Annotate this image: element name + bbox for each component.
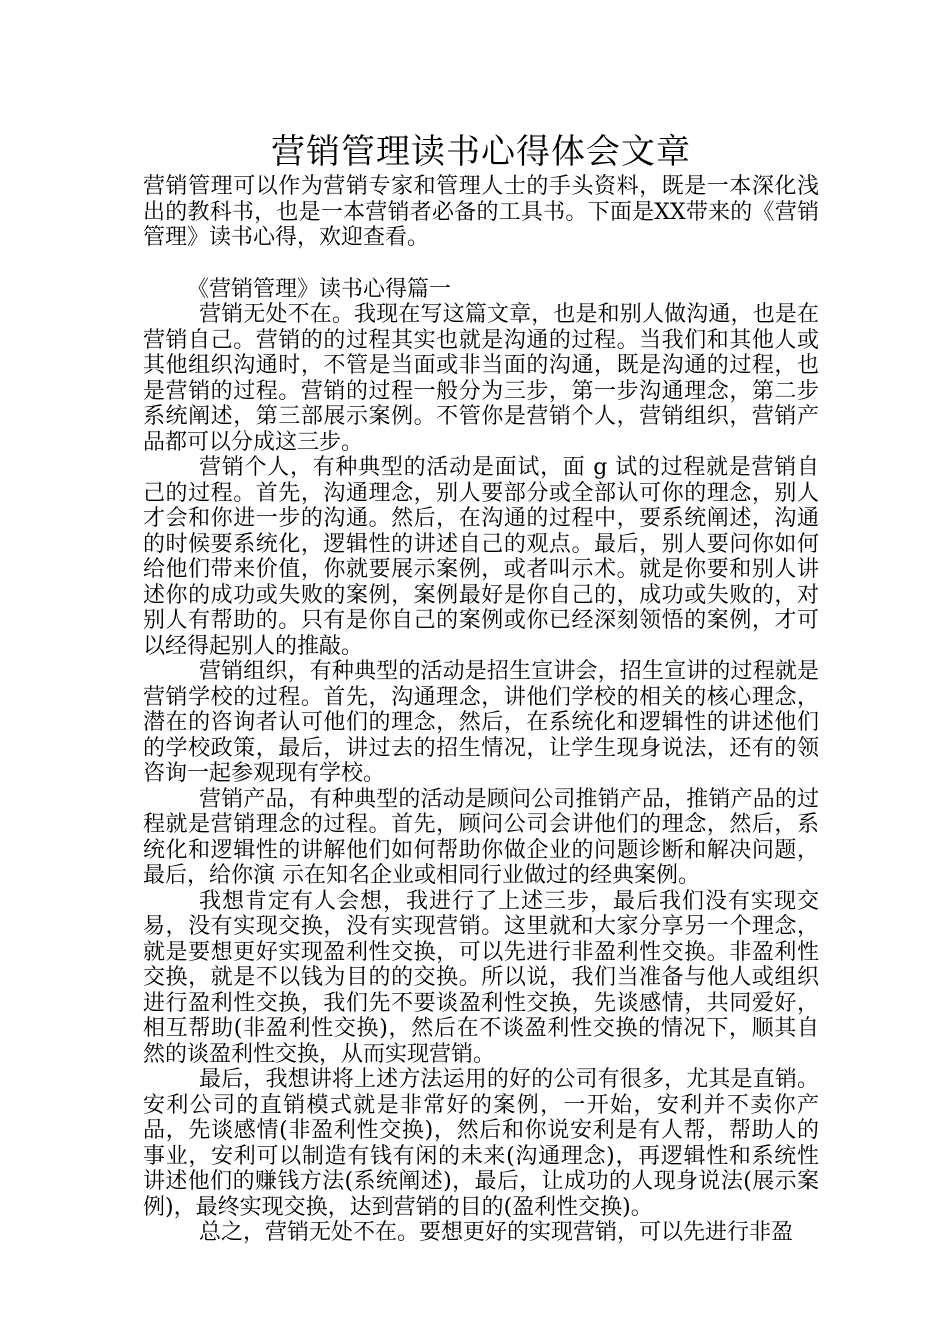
section-heading: 《营销管理》读书心得篇一 bbox=[187, 276, 452, 302]
body-paragraph-4: 营销产品，有种典型的活动是顾问公司推销产品，推销产品的过程就是营销理念的过程。首先，顾问公司会讲他们的理念，然后，系统化和逻辑性的讲解他们如何帮助你做企业的问题诊断和解决问题，最后，给你演 示在知名企业或相同行业做过的经典案例。 bbox=[143, 786, 819, 888]
blank-line bbox=[143, 251, 819, 277]
body-paragraph-7: 总之，营销无处不在。要想更好的实现营销，可以先进行非盈 bbox=[199, 1220, 794, 1245]
body-paragraph-6: 最后，我想讲将上述方法运用的好的公司有很多，尤其是直销。安利公司的直销模式就是非常好的案例，一开始，安利并不卖你产品，先谈感情(非盈利性交换)，然后和你说安利是有人帮，帮助人的事业，安利可以制造有钱有闲的未来(沟通理念)，再逻辑性和系统性讲述他们的赚钱方法(系统阐述)，最后，让成功的人现身说法(展示案例)，最终实现交换，达到营销的目的(盈利性交换)。 bbox=[143, 1067, 819, 1220]
intro-paragraph: 营销管理可以作为营销专家和管理人士的手头资料，既是一本深化浅出的教科书，也是一本营销者必备的工具书。下面是XX带来的《营销管理》读书心得，欢迎查看。 bbox=[143, 174, 819, 250]
body-paragraph-3: 营销组织，有种典型的活动是招生宣讲会，招生宣讲的过程就是营销学校的过程。首先，沟通理念，讲他们学校的相关的核心理念，潜在的咨询者认可他们的理念，然后，在系统化和逻辑性的讲述他们的学校政策，最后，讲过去的招生情况，让学生现身说法，还有的领咨询一起参观现有学校。 bbox=[143, 659, 819, 786]
document-page bbox=[143, 130, 819, 1246]
body-paragraph-1: 营销无处不在。我现在写这篇文章，也是和别人做沟通，也是在营销自己。营销的的过程其实也就是沟通的过程。当我们和其他人或其他组织沟通时，不管是当面或非当面的沟通，既是沟通的过程，也是营销的过程。营销的过程一般分为三步，第一步沟通理念，第二步系统阐述，第三部展示案例。不管你是营销个人，营销组织，营销产品都可以分成这三步。 bbox=[143, 302, 819, 455]
body-paragraph-5: 我想肯定有人会想，我进行了上述三步，最后我们没有实现交易，没有实现交换，没有实现营销。这里就和大家分享另一个理念，就是要想更好实现盈利性交换，可以先进行非盈利性交换。非盈利性交换，就是不以钱为目的的交换。所以说，我们当准备与他人或组织进行盈利性交换，我们先不要谈盈利性交换，先谈感情，共同爱好，相互帮助(非盈利性交换)，然后在不谈盈利性交换的情况下，顺其自然的谈盈利性交换，从而实现营销。 bbox=[143, 888, 819, 1067]
body-paragraph-2: 营销个人，有种典型的活动是面试，面 g 试的过程就是营销自己的过程。首先，沟通理念，别人要部分或全部认可你的理念，别人才会和你进一步的沟通。然后，在沟通的过程中，要系统阐述，沟通的时候要系统化，逻辑性的讲述自己的观点。最后，别人要问你如何给他们带来价值，你就要展示案例，或者叫示术。就是你要和别人讲述你的成功或失败的案例，案例最好是你自己的，成功或失败的，对别人有帮助的。只有是你自己的案例或你已经深刻领悟的案例，才可以经得起别人的推敲。 bbox=[143, 455, 819, 659]
document-title: 营销管理读书心得体会文章 bbox=[271, 132, 691, 172]
